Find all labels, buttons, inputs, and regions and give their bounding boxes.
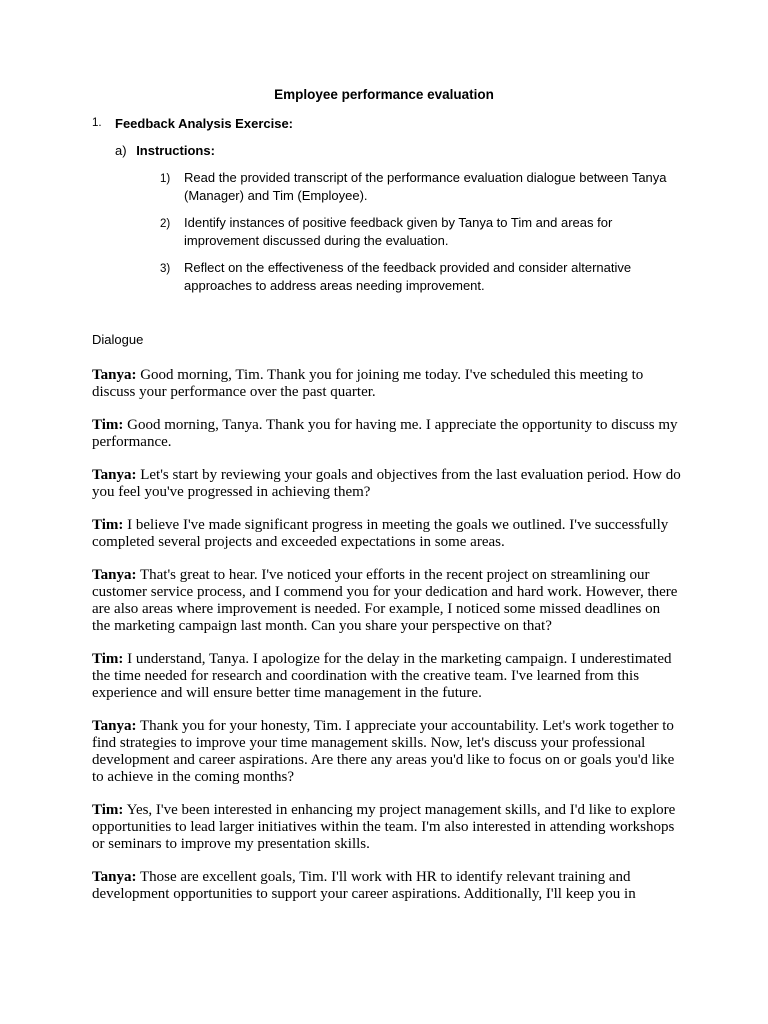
instruction-text: Read the provided transcript of the performance evaluation dialogue between Tanya (Manager) and Tim (Employee). [184, 170, 667, 203]
dialogue-text: I believe I've made significant progress in meeting the goals we outlined. I've successfully completed several projects and exceeded expectations in some areas. [92, 517, 669, 550]
subsection-heading [115, 143, 215, 158]
subsection-label: Instructions: [136, 143, 215, 158]
speaker-name: Tanya: [92, 367, 137, 383]
document-title: Employee performance evaluation [274, 87, 494, 102]
instruction-number: 1) [160, 173, 171, 185]
instruction-number: 3) [160, 263, 171, 275]
speaker-name: Tim: [92, 651, 124, 667]
dialogue-text: That's great to hear. I've noticed your efforts in the recent project on streamlining our customer service process, and I commend you for your dedication and hard work. However, there are also areas where improvement is needed. For example, I noticed some missed deadlines on the marketing campaign last month. Can you share your perspective on that? [92, 567, 678, 634]
speaker-name: Tim: [92, 802, 124, 818]
section-number: 1. [92, 117, 102, 129]
speaker-name: Tim: [92, 417, 124, 433]
instruction-text: Identify instances of positive feedback given by Tanya to Tim and areas for improvement discussed during the evaluation. [184, 215, 613, 248]
speaker-name: Tanya: [92, 869, 137, 885]
dialogue-transcript [92, 367, 682, 919]
speaker-name: Tim: [92, 517, 124, 533]
dialogue-turn [92, 869, 682, 903]
dialogue-text: Those are excellent goals, Tim. I'll work with HR to identify relevant training and development opportunities to support your career aspirations. Additionally, I'll keep you in [92, 869, 636, 902]
instruction-number: 2) [160, 218, 171, 230]
dialogue-turn [92, 802, 682, 853]
section-label: Feedback Analysis Exercise: [115, 116, 294, 131]
dialogue-turn [92, 718, 682, 786]
dialogue-turn [92, 467, 682, 501]
dialogue-turn [92, 517, 682, 551]
speaker-name: Tanya: [92, 467, 137, 483]
dialogue-turn [92, 417, 682, 451]
dialogue-turn [92, 567, 682, 635]
speaker-name: Tanya: [92, 718, 137, 734]
dialogue-heading: Dialogue [92, 332, 144, 347]
dialogue-text: Good morning, Tim. Thank you for joining me today. I've scheduled this meeting to discuss your performance over the past quarter. [92, 367, 644, 400]
instruction-item [160, 169, 680, 205]
dialogue-text: Yes, I've been interested in enhancing my project management skills, and I'd like to explore opportunities to lead larger initiatives within the team. I'm also interested in attending workshops or seminars to improve my presentation skills. [92, 802, 676, 852]
dialogue-turn [92, 367, 682, 401]
dialogue-turn [92, 651, 682, 702]
speaker-name: Tanya: [92, 567, 137, 583]
dialogue-text: Good morning, Tanya. Thank you for having me. I appreciate the opportunity to discuss my performance. [92, 417, 678, 450]
dialogue-text: Thank you for your honesty, Tim. I appreciate your accountability. Let's work together to find strategies to improve your time management skills. Now, let's discuss your professional development and career aspirations. Are there any areas you'd like to focus on or goals you'd like to achieve in the coming months? [92, 718, 675, 785]
dialogue-text: I understand, Tanya. I apologize for the delay in the marketing campaign. I underestimated the time needed for research and coordination with the creative team. I've learned from this experience and will ensure better time management in the future. [92, 651, 672, 701]
instruction-text: Reflect on the effectiveness of the feedback provided and consider alternative approaches to address areas needing improvement. [184, 260, 632, 293]
subsection-letter: a) [115, 143, 127, 158]
instruction-item [160, 214, 680, 250]
dialogue-text: Let's start by reviewing your goals and objectives from the last evaluation period. How do you feel you've progressed in achieving them? [92, 467, 681, 500]
instruction-item [160, 259, 680, 295]
